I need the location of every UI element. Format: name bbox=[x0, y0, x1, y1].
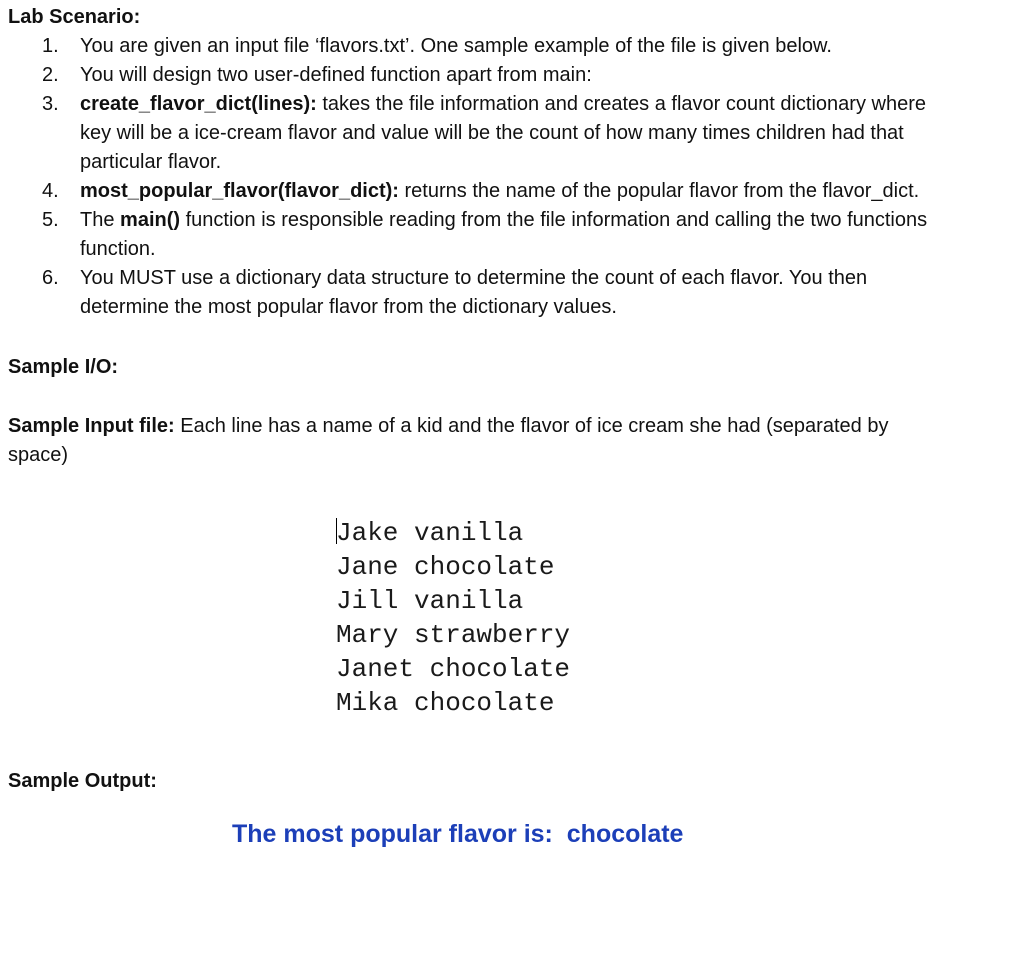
task-number: 6. bbox=[42, 267, 59, 289]
task-text: function is responsible reading from the file information and calling the two functions function. bbox=[80, 209, 928, 260]
task-function-name: most_popular_flavor(flavor_dict): bbox=[80, 180, 399, 202]
sample-input-description: Each line has a name of a kid and the flavor of ice cream she had (separated by space) bbox=[8, 415, 889, 466]
sample-input-file-content bbox=[336, 516, 570, 720]
lab-scenario-heading: Lab Scenario: bbox=[8, 6, 141, 28]
input-line bbox=[336, 516, 570, 550]
input-line: Janet chocolate bbox=[336, 654, 571, 684]
task-function-name: create_flavor_dict(lines): bbox=[80, 93, 317, 115]
task-item-5 bbox=[8, 206, 940, 264]
sample-output-text: The most popular flavor is: chocolate bbox=[232, 820, 684, 848]
task-text: returns the name of the popular flavor from the flavor_dict. bbox=[398, 180, 920, 202]
task-text: takes the file information and creates a flavor count dictionary where key will be a ice-cream flavor and value will be the count of how many times children had that particular flavor. bbox=[80, 93, 926, 173]
input-line: Mary strawberry bbox=[336, 620, 571, 650]
sample-output-heading: Sample Output: bbox=[8, 770, 157, 792]
task-item-1 bbox=[8, 32, 940, 61]
task-item-3 bbox=[8, 90, 940, 177]
sample-input-label: Sample Input file: bbox=[8, 415, 175, 437]
input-line: Jane chocolate bbox=[336, 552, 555, 582]
task-number: 3. bbox=[42, 93, 59, 115]
task-number: 5. bbox=[42, 209, 59, 231]
task-text: You will design two user-defined function apart from main: bbox=[80, 64, 592, 86]
input-line: Jill vanilla bbox=[336, 586, 524, 616]
task-text-prefix: The bbox=[80, 209, 121, 231]
task-item-4 bbox=[8, 177, 940, 206]
task-text: You MUST use a dictionary data structure to determine the count of each flavor. You then determine the most popular flavor from the dictionary values. bbox=[80, 267, 868, 318]
task-item-2 bbox=[8, 61, 940, 90]
sample-io-heading: Sample I/O: bbox=[8, 356, 119, 378]
task-item-6 bbox=[8, 264, 940, 322]
sample-input-paragraph bbox=[8, 412, 938, 470]
task-number: 4. bbox=[42, 180, 59, 202]
input-line-text: Jake vanilla bbox=[336, 518, 524, 548]
task-function-name: main() bbox=[120, 209, 181, 231]
task-text: You are given an input file ‘flavors.txt’. One sample example of the file is given below. bbox=[80, 35, 832, 57]
task-number: 1. bbox=[42, 35, 59, 57]
task-number: 2. bbox=[42, 64, 59, 86]
input-line: Mika chocolate bbox=[336, 688, 555, 718]
task-list bbox=[8, 32, 1008, 322]
